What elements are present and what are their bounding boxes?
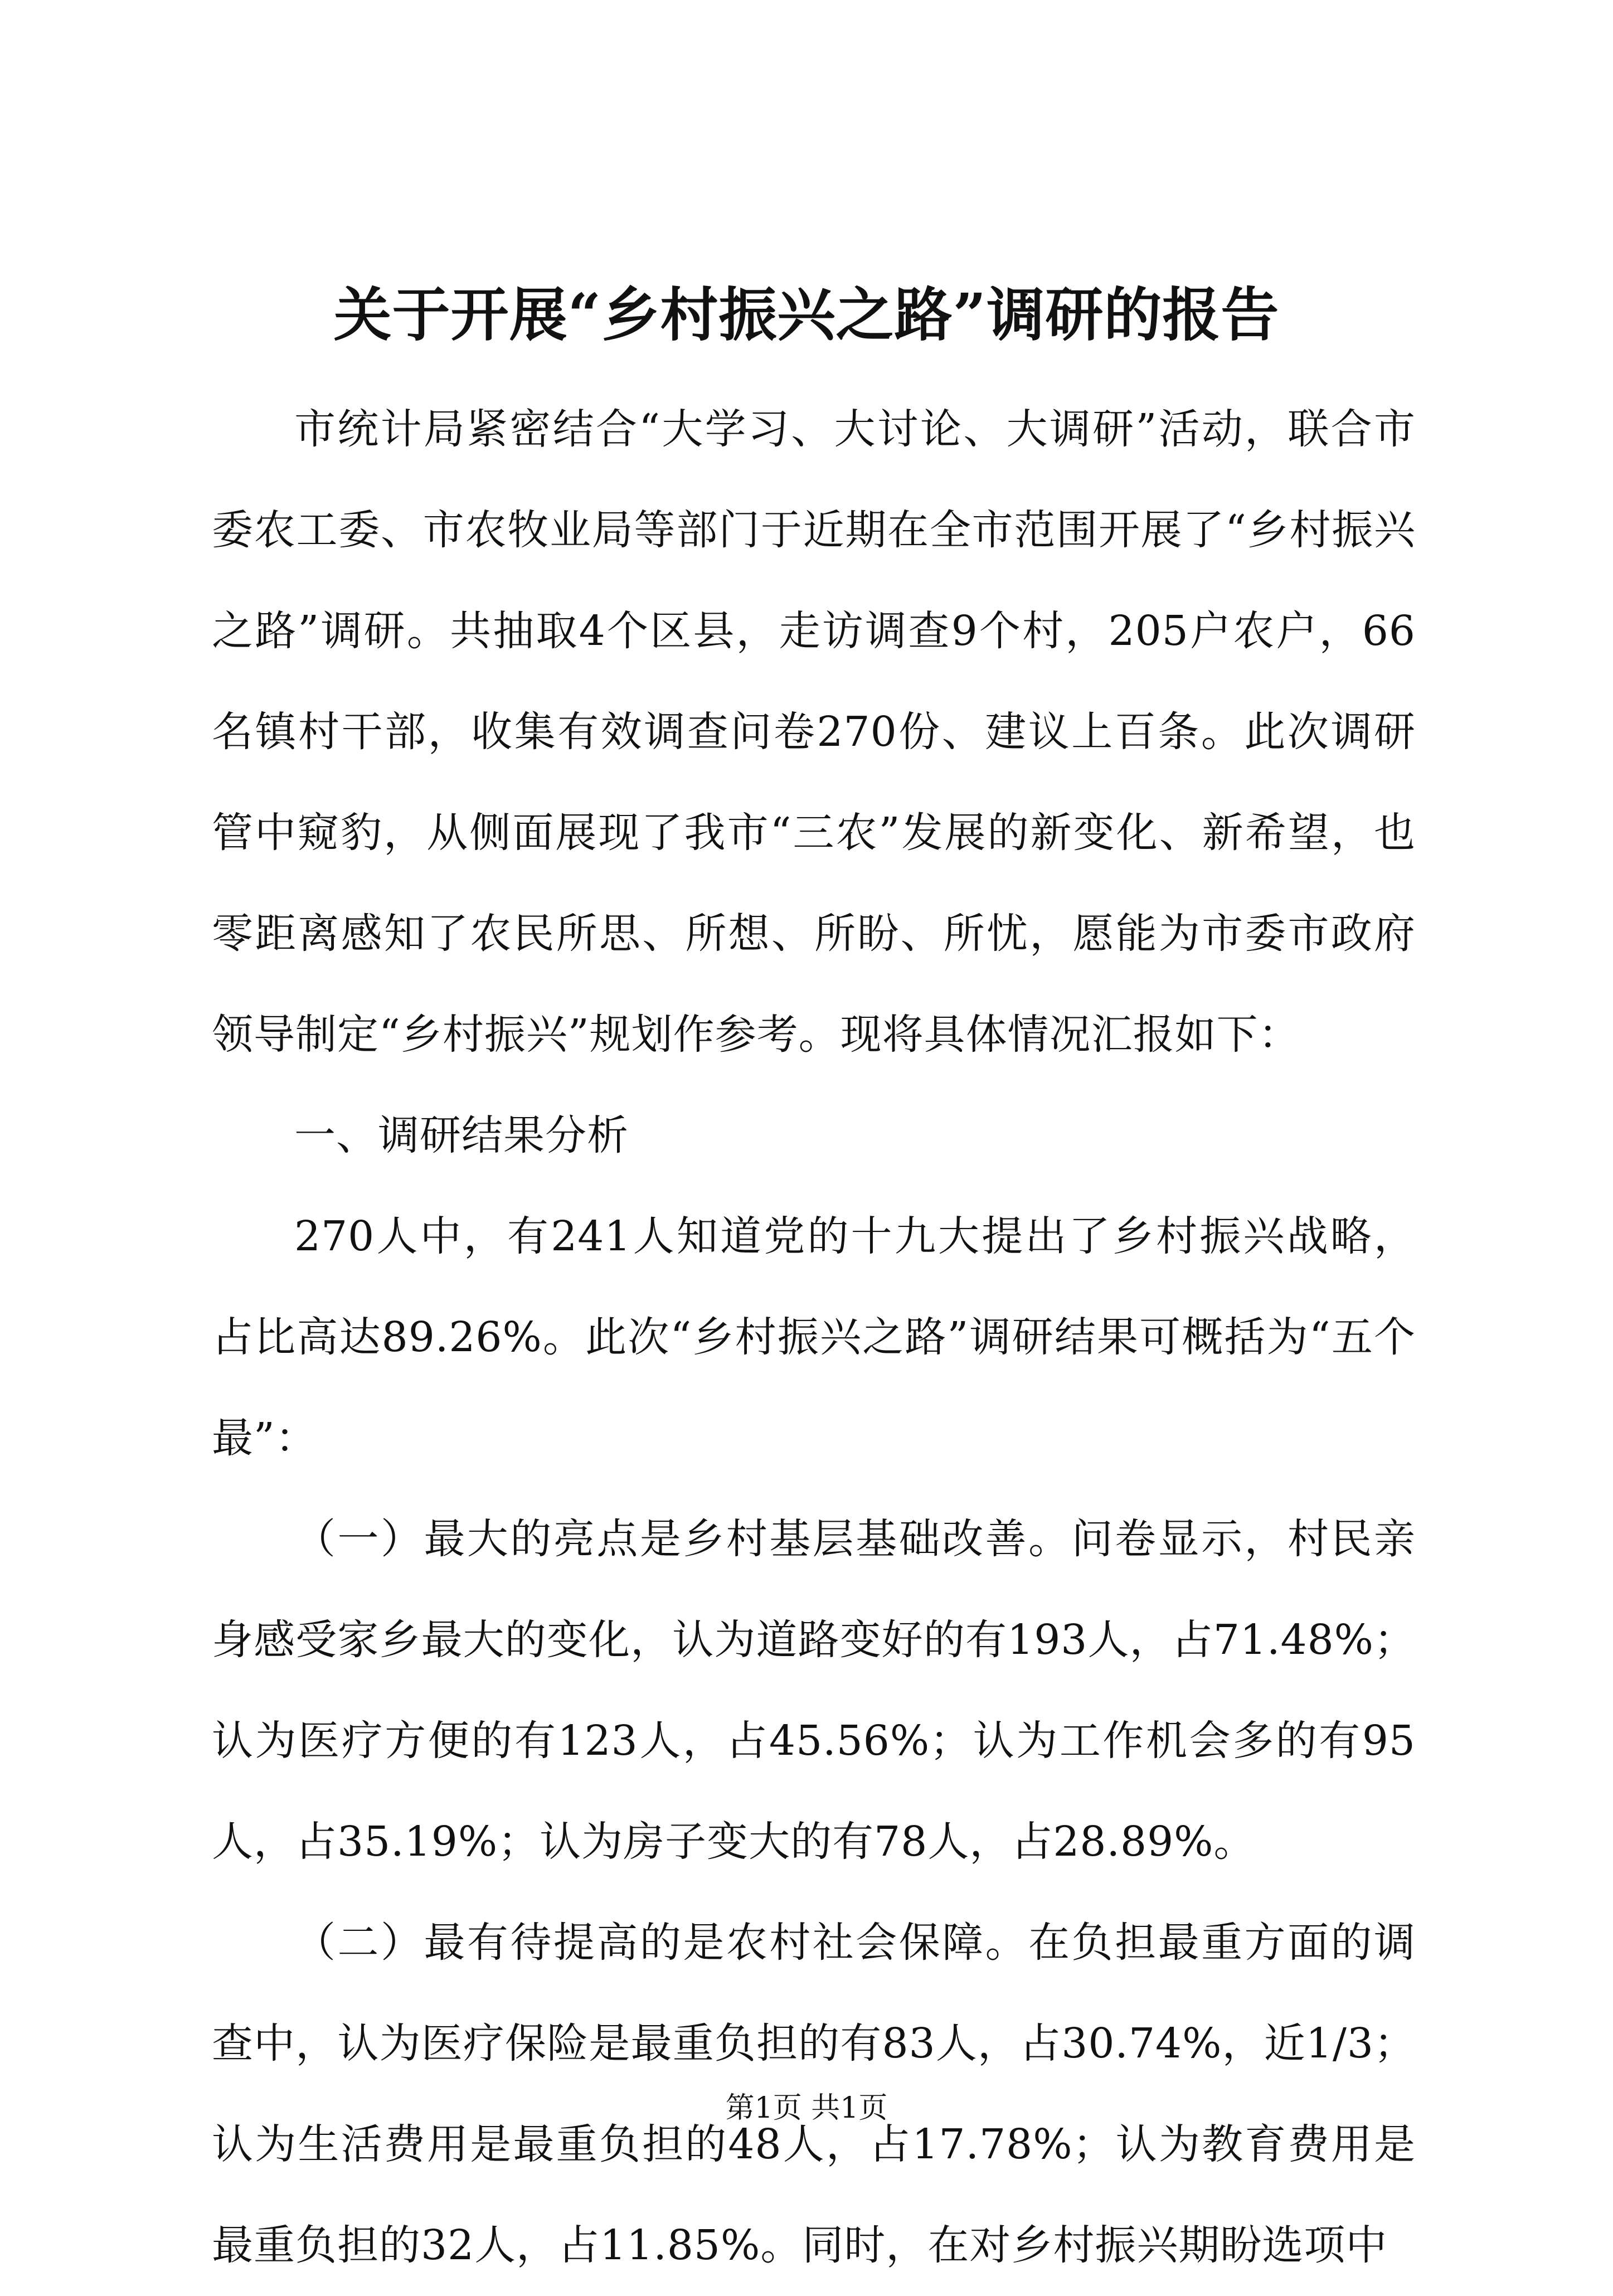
paragraph-point-two: （二）最有待提高的是农村社会保障。在负担最重方面的调查中，认为医疗保险是最重负担的有83人，占30.74%，近1/3；认为生活费用是最重负担的48人，占17.78%；认为教育费用是最重负担的32人，占11.85%。同时，在对乡村振兴期盼选项中 bbox=[212, 1919, 1416, 2269]
paragraph-intro: 市统计局紧密结合“大学习、大讨论、大调研”活动，联合市委农工委、市农牧业局等部门于近期在全市范围开展了“乡村振兴之路”调研。共抽取4个区县，走访调查9个村，205户农户，66名镇村干部，收集有效调查问卷270份、建议上百条。此次调研管中窥豹，从侧面展现了我市“三农”发展的新变化、新希望，也零距离感知了农民所思、所想、所盼、所忧，愿能为市委市政府领导制定“乡村振兴”规划作参考。现将具体情况汇报如下： bbox=[212, 405, 1416, 1059]
paragraph-point-one: （一）最大的亮点是乡村基层基础改善。问卷显示，村民亲身感受家乡最大的变化，认为道路变好的有193人，占71.48%；认为医疗方便的有123人，占45.56%；认为工作机会多的有95人，占35.19%；认为房子变大的有78人，占28.89%。 bbox=[212, 1515, 1416, 1866]
section-heading: 一、调研结果分析 bbox=[294, 1111, 629, 1159]
page-number-footer: 第1页 共1页 bbox=[725, 2091, 888, 2125]
document-body bbox=[212, 379, 1416, 2296]
document-title: 关于开展“乡村振兴之路”调研的报告 bbox=[333, 280, 1280, 349]
paragraph-summary: 270人中，有241人知道党的十九大提出了乡村振兴战略，占比高达89.26%。此次“乡村振兴之路”调研结果可概括为“五个最”： bbox=[212, 1212, 1416, 1462]
